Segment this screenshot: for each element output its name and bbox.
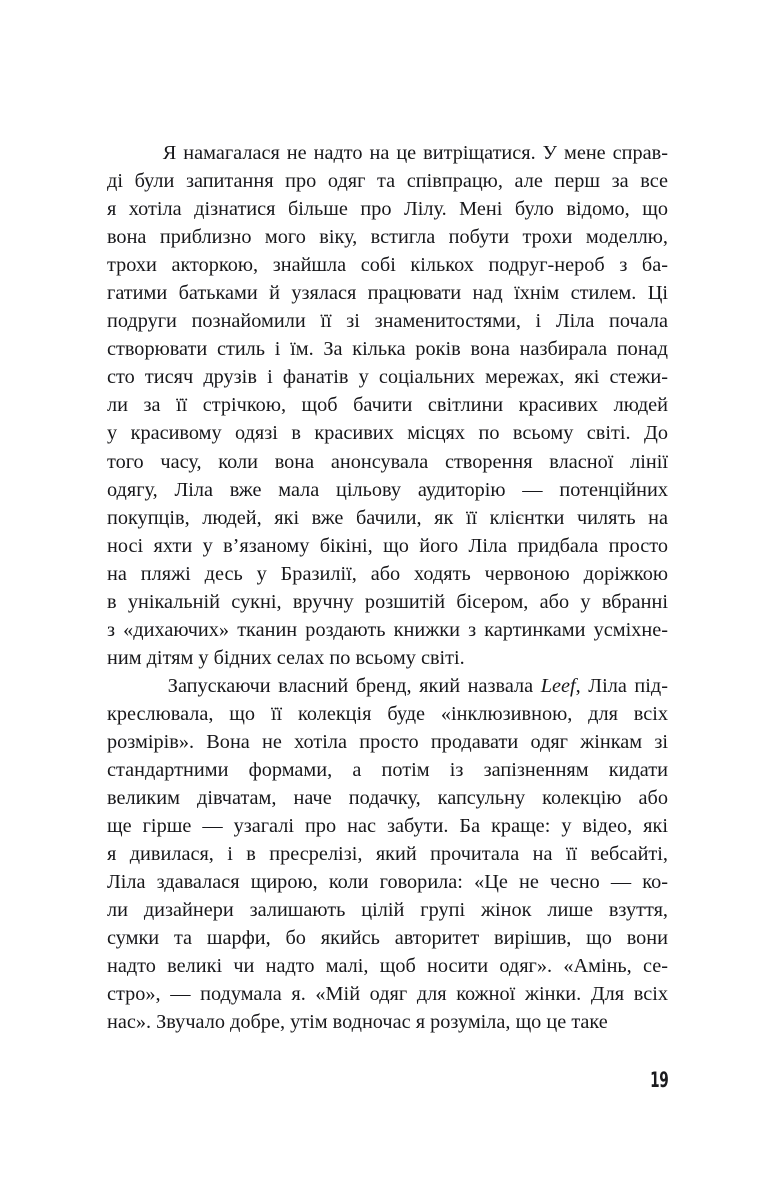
text-line: нас». Звучало добре, утім водночас я розуміла, що це таке: [107, 1011, 608, 1034]
text-line: гатими батьками й узялася працювати над їхнім стилем. Ці: [107, 282, 668, 305]
text-line: вона приблизно мого віку, встигла побути трохи моделлю,: [107, 226, 668, 249]
paragraph-1: [107, 139, 668, 672]
text-line: в унікальній сукні, вручну розшитій бісером, або у вбранні: [107, 590, 668, 613]
text-line: стро», — подумала я. «Мій одяг для кожної жінки. Для всіх: [107, 983, 668, 1006]
page-number: 19: [649, 1068, 668, 1092]
text-line: з «дихаючих» тканин роздають книжки з картинками усміхне-: [107, 618, 668, 641]
text-line: того часу, коли вона анонсувала створення власної лінії: [107, 450, 668, 473]
text-line: подруги познайомили її зі знаменитостями, і Ліла почала: [107, 310, 668, 333]
text-line: Я намагалася не надто на це витріщатися. У мене справ-: [107, 142, 668, 164]
text-line: ли за її стрічкою, щоб бачити світлини красивих людей: [107, 394, 668, 417]
text-line: Ліла здавалася щирою, коли говорила: «Це не чесно — ко-: [107, 871, 668, 894]
page-text-block: [107, 139, 668, 1037]
text-line: великим дівчатам, наче подачку, капсульну колекцію або: [107, 787, 668, 810]
text-line: Запускаючи власний бренд, який назвала Leef, Ліла під-: [107, 674, 668, 697]
text-line: ли дизайнери залишають цілій групі жінок лише взуття,: [107, 899, 668, 922]
text-line: сто тисяч друзів і фанатів у соціальних мережах, які стежи-: [107, 366, 668, 389]
text-line: покупців, людей, які вже бачили, як її клієнтки чилять на: [107, 506, 668, 529]
text-line: створювати стиль і їм. За кілька років вона назбирала понад: [107, 338, 668, 361]
text-line: ще гірше — узагалі про нас забути. Ба краще: у відео, які: [107, 815, 668, 838]
text-line: сумки та шарфи, бо якийсь авторитет вирішив, що вони: [107, 927, 668, 950]
paragraph-2: [107, 672, 668, 1037]
text-line: на пляжі десь у Бразилії, або ходять червоною доріжкою: [107, 562, 668, 585]
text-line: я дивилася, і в пресрелізі, який прочитала на її вебсайті,: [107, 843, 668, 866]
brand-name-italic: Leef: [540, 674, 576, 697]
text-line: креслювала, що її колекція буде «інклюзивною, для всіх: [107, 702, 668, 725]
text-line: ді були запитання про одяг та співпрацю, але перш за все: [107, 170, 668, 193]
text-line: у красивому одязі в красивих місцях по всьому світі. До: [107, 422, 668, 445]
text-line: я хотіла дізнатися більше про Лілу. Мені було відомо, що: [107, 198, 668, 221]
text-line: носі яхти у в’язаному бікіні, що його Ліла придбала просто: [107, 534, 668, 557]
text-line: стандартними формами, а потім із запізненням кидати: [107, 759, 668, 782]
text-line: надто великі чи надто малі, щоб носити одяг». «Амінь, се-: [107, 955, 668, 978]
text-line: розмірів». Вона не хотіла просто продавати одяг жінкам зі: [107, 730, 668, 753]
text-line: одягу, Ліла вже мала цільову аудиторію — потенційних: [107, 478, 668, 501]
text-line: трохи акторкою, знайшла собі кількох подруг-нероб з ба-: [107, 254, 668, 277]
text-line: ним дітям у бідних селах по всьому світі.: [107, 646, 465, 669]
